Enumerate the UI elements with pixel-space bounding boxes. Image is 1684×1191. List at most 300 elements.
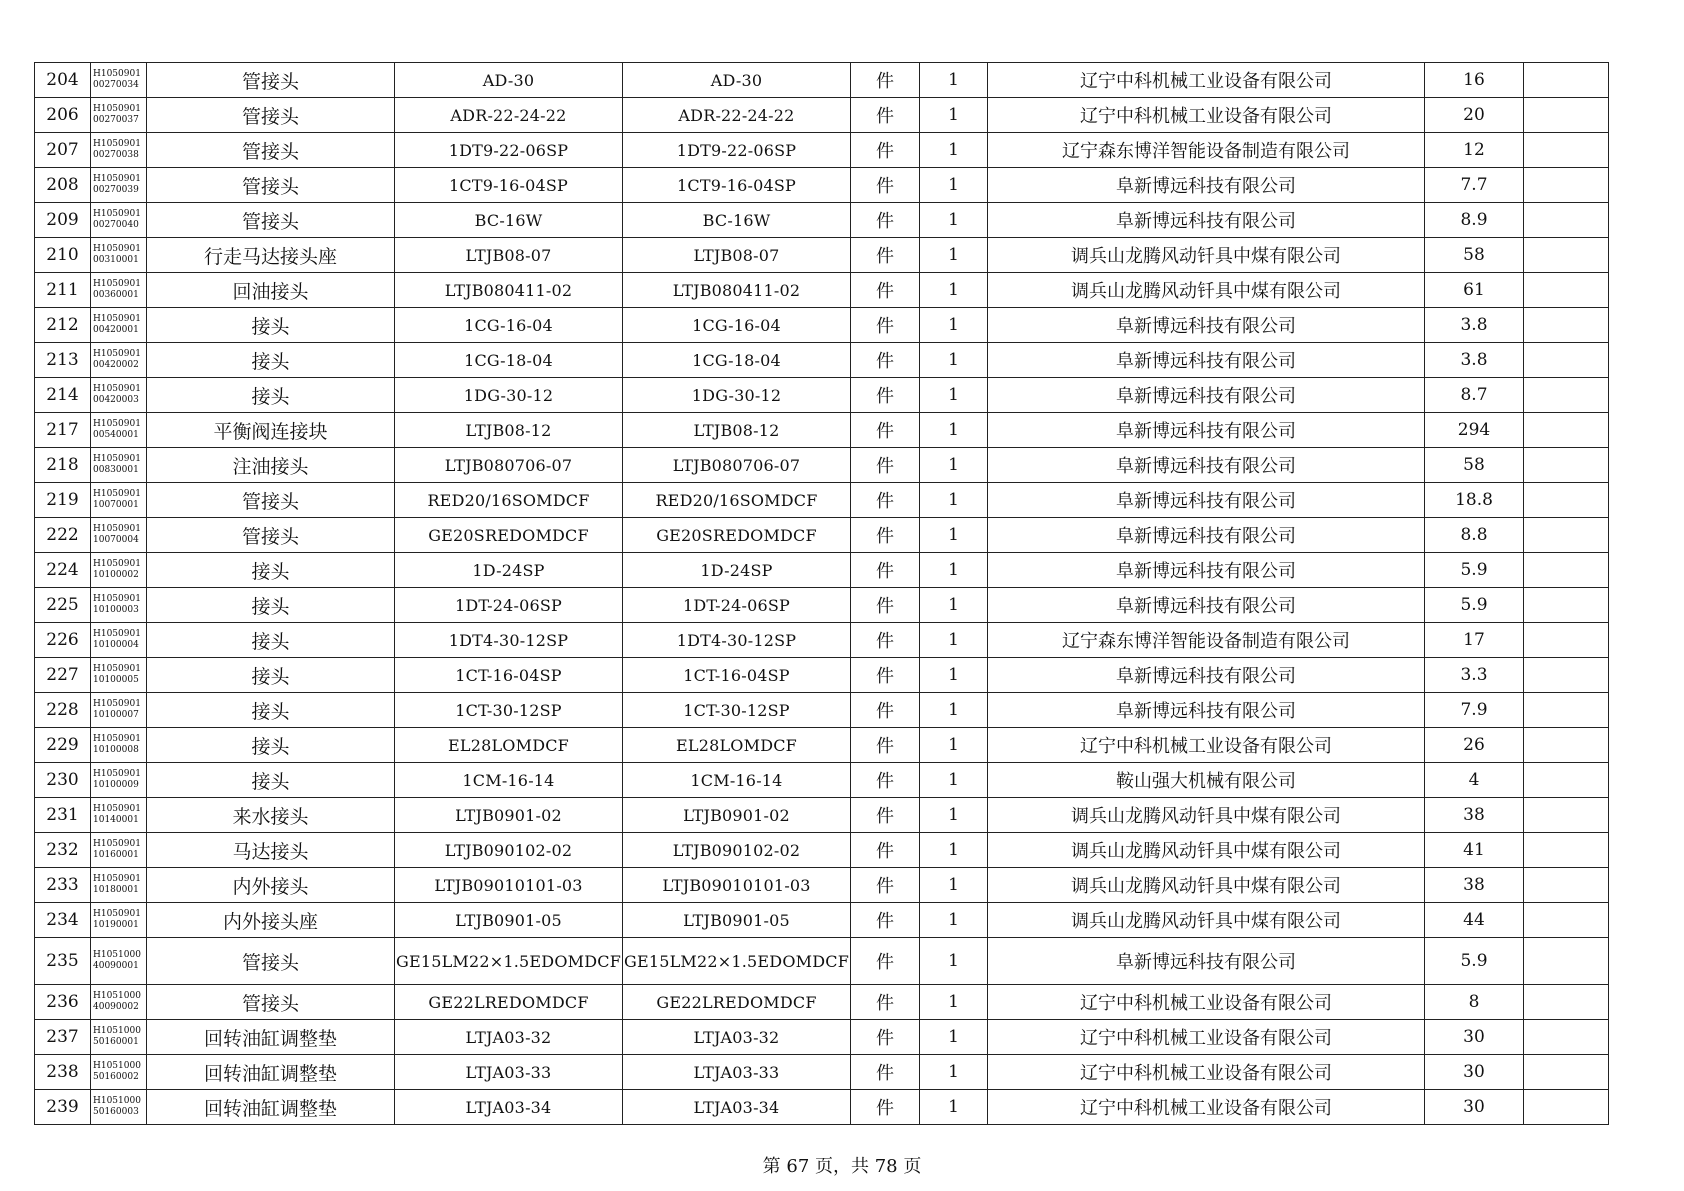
quantity-cell: 1 bbox=[920, 798, 988, 833]
price-cell: 3.8 bbox=[1425, 308, 1524, 343]
spec-cell: 1D-24SP bbox=[395, 553, 623, 588]
table-row bbox=[35, 985, 1609, 1020]
note-cell bbox=[1524, 985, 1609, 1020]
row-number-cell: 222 bbox=[35, 518, 91, 553]
model-cell: AD-30 bbox=[623, 63, 851, 98]
unit-cell: 件 bbox=[851, 1090, 920, 1125]
note-cell bbox=[1524, 378, 1609, 413]
note-cell bbox=[1524, 763, 1609, 798]
note-cell bbox=[1524, 343, 1609, 378]
model-cell: RED20/16SOMDCF bbox=[623, 483, 851, 518]
model-cell: 1DT4-30-12SP bbox=[623, 623, 851, 658]
row-number-cell: 237 bbox=[35, 1020, 91, 1055]
note-cell bbox=[1524, 238, 1609, 273]
material-code-cell bbox=[91, 1020, 147, 1055]
supplier-cell: 阜新博远科技有限公司 bbox=[988, 588, 1425, 623]
material-code-line-1: H1050901 bbox=[93, 769, 141, 779]
material-code-line-1: H1051000 bbox=[93, 1061, 141, 1071]
material-code-line-1: H1051000 bbox=[93, 950, 141, 960]
row-number-cell: 231 bbox=[35, 798, 91, 833]
spec-cell: LTJA03-32 bbox=[395, 1020, 623, 1055]
material-code-cell bbox=[91, 833, 147, 868]
quantity-cell: 1 bbox=[920, 985, 988, 1020]
supplier-cell: 辽宁中科机械工业设备有限公司 bbox=[988, 1055, 1425, 1090]
spec-cell: GE20SREDOMDCF bbox=[395, 518, 623, 553]
table-row bbox=[35, 343, 1609, 378]
note-cell bbox=[1524, 1090, 1609, 1125]
material-code-line-2: 00420001 bbox=[93, 325, 139, 335]
quantity-cell: 1 bbox=[920, 763, 988, 798]
material-code-line-1: H1050901 bbox=[93, 839, 141, 849]
material-code-line-2: 50160001 bbox=[93, 1037, 139, 1047]
row-number-cell: 217 bbox=[35, 413, 91, 448]
table-row bbox=[35, 448, 1609, 483]
unit-cell: 件 bbox=[851, 798, 920, 833]
price-cell: 16 bbox=[1425, 63, 1524, 98]
row-number-cell: 211 bbox=[35, 273, 91, 308]
unit-cell: 件 bbox=[851, 273, 920, 308]
note-cell bbox=[1524, 203, 1609, 238]
unit-cell: 件 bbox=[851, 985, 920, 1020]
quantity-cell: 1 bbox=[920, 868, 988, 903]
material-code-cell bbox=[91, 308, 147, 343]
row-number-cell: 218 bbox=[35, 448, 91, 483]
note-cell bbox=[1524, 833, 1609, 868]
item-name-cell: 管接头 bbox=[147, 133, 395, 168]
unit-cell: 件 bbox=[851, 483, 920, 518]
row-number-cell: 236 bbox=[35, 985, 91, 1020]
material-code-line-1: H1050901 bbox=[93, 139, 141, 149]
material-code-line-1: H1050901 bbox=[93, 279, 141, 289]
material-code-line-2: 10100009 bbox=[93, 780, 139, 790]
note-cell bbox=[1524, 518, 1609, 553]
unit-cell: 件 bbox=[851, 868, 920, 903]
note-cell bbox=[1524, 63, 1609, 98]
material-code-line-1: H1050901 bbox=[93, 489, 141, 499]
spec-cell: 1CG-16-04 bbox=[395, 308, 623, 343]
table-row bbox=[35, 763, 1609, 798]
quantity-cell: 1 bbox=[920, 553, 988, 588]
material-code-line-2: 10100003 bbox=[93, 605, 139, 615]
row-number-cell: 212 bbox=[35, 308, 91, 343]
note-cell bbox=[1524, 413, 1609, 448]
material-code-cell bbox=[91, 1090, 147, 1125]
note-cell bbox=[1524, 658, 1609, 693]
supplier-cell: 辽宁森东博洋智能设备制造有限公司 bbox=[988, 623, 1425, 658]
price-cell: 7.9 bbox=[1425, 693, 1524, 728]
table-row bbox=[35, 238, 1609, 273]
row-number-cell: 230 bbox=[35, 763, 91, 798]
spec-cell: LTJB080706-07 bbox=[395, 448, 623, 483]
quantity-cell: 1 bbox=[920, 133, 988, 168]
material-code-cell bbox=[91, 728, 147, 763]
model-cell: GE22LREDOMDCF bbox=[623, 985, 851, 1020]
table-body bbox=[35, 63, 1609, 1125]
price-cell: 17 bbox=[1425, 623, 1524, 658]
note-cell bbox=[1524, 273, 1609, 308]
spec-cell: GE22LREDOMDCF bbox=[395, 985, 623, 1020]
supplier-cell: 阜新博远科技有限公司 bbox=[988, 308, 1425, 343]
item-name-cell: 回油接头 bbox=[147, 273, 395, 308]
quantity-cell: 1 bbox=[920, 413, 988, 448]
table-row bbox=[35, 1090, 1609, 1125]
material-code-line-1: H1050901 bbox=[93, 209, 141, 219]
material-code-line-2: 10100002 bbox=[93, 570, 139, 580]
model-cell: 1D-24SP bbox=[623, 553, 851, 588]
supplier-cell: 阜新博远科技有限公司 bbox=[988, 448, 1425, 483]
unit-cell: 件 bbox=[851, 308, 920, 343]
material-code-line-1: H1050901 bbox=[93, 629, 141, 639]
material-code-line-2: 10070001 bbox=[93, 500, 139, 510]
quantity-cell: 1 bbox=[920, 308, 988, 343]
material-code-cell bbox=[91, 238, 147, 273]
quantity-cell: 1 bbox=[920, 833, 988, 868]
unit-cell: 件 bbox=[851, 763, 920, 798]
row-number-cell: 210 bbox=[35, 238, 91, 273]
row-number-cell: 214 bbox=[35, 378, 91, 413]
note-cell bbox=[1524, 1020, 1609, 1055]
unit-cell: 件 bbox=[851, 413, 920, 448]
supplier-cell: 辽宁中科机械工业设备有限公司 bbox=[988, 1020, 1425, 1055]
model-cell: 1CT-16-04SP bbox=[623, 658, 851, 693]
spec-cell: RED20/16SOMDCF bbox=[395, 483, 623, 518]
unit-cell: 件 bbox=[851, 658, 920, 693]
material-code-cell bbox=[91, 588, 147, 623]
unit-cell: 件 bbox=[851, 553, 920, 588]
item-name-cell: 接头 bbox=[147, 623, 395, 658]
quantity-cell: 1 bbox=[920, 1020, 988, 1055]
material-code-line-1: H1050901 bbox=[93, 69, 141, 79]
quantity-cell: 1 bbox=[920, 98, 988, 133]
supplier-cell: 鞍山强大机械有限公司 bbox=[988, 763, 1425, 798]
material-code-cell bbox=[91, 903, 147, 938]
quantity-cell: 1 bbox=[920, 238, 988, 273]
spec-cell: LTJA03-34 bbox=[395, 1090, 623, 1125]
material-code-cell bbox=[91, 518, 147, 553]
price-cell: 30 bbox=[1425, 1020, 1524, 1055]
material-code-line-1: H1050901 bbox=[93, 874, 141, 884]
model-cell: LTJB0901-02 bbox=[623, 798, 851, 833]
page-footer: 第 67 页，共 78 页 bbox=[762, 1156, 922, 1177]
material-code-line-2: 10180001 bbox=[93, 885, 139, 895]
quantity-cell: 1 bbox=[920, 938, 988, 985]
row-number-cell: 213 bbox=[35, 343, 91, 378]
material-code-line-2: 00540001 bbox=[93, 430, 139, 440]
material-code-line-2: 00270037 bbox=[93, 115, 139, 125]
spec-cell: LTJB08-07 bbox=[395, 238, 623, 273]
spec-cell: 1CT-30-12SP bbox=[395, 693, 623, 728]
material-code-line-2: 00270039 bbox=[93, 185, 139, 195]
model-cell: LTJA03-34 bbox=[623, 1090, 851, 1125]
material-code-line-2: 00360001 bbox=[93, 290, 139, 300]
item-name-cell: 管接头 bbox=[147, 98, 395, 133]
material-code-cell bbox=[91, 658, 147, 693]
table-row bbox=[35, 868, 1609, 903]
supplier-cell: 阜新博远科技有限公司 bbox=[988, 483, 1425, 518]
price-cell: 7.7 bbox=[1425, 168, 1524, 203]
table-row bbox=[35, 1020, 1609, 1055]
unit-cell: 件 bbox=[851, 133, 920, 168]
model-cell: 1CT-30-12SP bbox=[623, 693, 851, 728]
price-cell: 38 bbox=[1425, 798, 1524, 833]
row-number-cell: 208 bbox=[35, 168, 91, 203]
row-number-cell: 229 bbox=[35, 728, 91, 763]
table-row bbox=[35, 728, 1609, 763]
material-code-line-2: 10160001 bbox=[93, 850, 139, 860]
material-code-line-1: H1051000 bbox=[93, 991, 141, 1001]
model-cell: 1CT9-16-04SP bbox=[623, 168, 851, 203]
note-cell bbox=[1524, 168, 1609, 203]
table-row bbox=[35, 133, 1609, 168]
item-name-cell: 内外接头 bbox=[147, 868, 395, 903]
spec-cell: 1DT9-22-06SP bbox=[395, 133, 623, 168]
note-cell bbox=[1524, 133, 1609, 168]
material-code-line-2: 00310001 bbox=[93, 255, 139, 265]
material-code-line-2: 40090001 bbox=[93, 961, 139, 971]
table-row bbox=[35, 413, 1609, 448]
model-cell: LTJB08-12 bbox=[623, 413, 851, 448]
material-code-line-2: 00270038 bbox=[93, 150, 139, 160]
price-cell: 3.3 bbox=[1425, 658, 1524, 693]
material-code-line-1: H1050901 bbox=[93, 664, 141, 674]
material-code-cell bbox=[91, 868, 147, 903]
spec-cell: LTJB08-12 bbox=[395, 413, 623, 448]
material-code-line-2: 00270040 bbox=[93, 220, 139, 230]
supplier-cell: 辽宁中科机械工业设备有限公司 bbox=[988, 985, 1425, 1020]
quantity-cell: 1 bbox=[920, 168, 988, 203]
material-code-line-1: H1050901 bbox=[93, 174, 141, 184]
material-code-line-1: H1050901 bbox=[93, 699, 141, 709]
spec-cell: 1CG-18-04 bbox=[395, 343, 623, 378]
spec-cell: LTJA03-33 bbox=[395, 1055, 623, 1090]
unit-cell: 件 bbox=[851, 693, 920, 728]
model-cell: 1CM-16-14 bbox=[623, 763, 851, 798]
spec-cell: 1DG-30-12 bbox=[395, 378, 623, 413]
material-code-line-2: 50160003 bbox=[93, 1107, 139, 1117]
table-row bbox=[35, 483, 1609, 518]
note-cell bbox=[1524, 798, 1609, 833]
unit-cell: 件 bbox=[851, 623, 920, 658]
spec-cell: 1CT9-16-04SP bbox=[395, 168, 623, 203]
material-code-cell bbox=[91, 985, 147, 1020]
model-cell: GE15LM22×1.5EDOMDCF bbox=[623, 938, 851, 985]
material-code-cell bbox=[91, 763, 147, 798]
unit-cell: 件 bbox=[851, 343, 920, 378]
material-code-cell bbox=[91, 378, 147, 413]
table-row bbox=[35, 658, 1609, 693]
table-row bbox=[35, 938, 1609, 985]
supplier-cell: 调兵山龙腾风动钎具中煤有限公司 bbox=[988, 833, 1425, 868]
item-name-cell: 接头 bbox=[147, 763, 395, 798]
item-name-cell: 接头 bbox=[147, 693, 395, 728]
item-name-cell: 管接头 bbox=[147, 203, 395, 238]
item-name-cell: 接头 bbox=[147, 378, 395, 413]
model-cell: LTJB0901-05 bbox=[623, 903, 851, 938]
supplier-cell: 调兵山龙腾风动钎具中煤有限公司 bbox=[988, 238, 1425, 273]
material-code-cell bbox=[91, 203, 147, 238]
spec-cell: GE15LM22×1.5EDOMDCF bbox=[395, 938, 623, 985]
material-code-line-1: H1051000 bbox=[93, 1026, 141, 1036]
item-name-cell: 接头 bbox=[147, 658, 395, 693]
item-name-cell: 管接头 bbox=[147, 63, 395, 98]
item-name-cell: 来水接头 bbox=[147, 798, 395, 833]
unit-cell: 件 bbox=[851, 1055, 920, 1090]
table-row bbox=[35, 1055, 1609, 1090]
row-number-cell: 233 bbox=[35, 868, 91, 903]
material-code-line-2: 40090002 bbox=[93, 1002, 139, 1012]
material-code-line-1: H1050901 bbox=[93, 559, 141, 569]
note-cell bbox=[1524, 1055, 1609, 1090]
price-cell: 5.9 bbox=[1425, 588, 1524, 623]
row-number-cell: 207 bbox=[35, 133, 91, 168]
material-code-line-1: H1050901 bbox=[93, 314, 141, 324]
table-row bbox=[35, 168, 1609, 203]
material-code-line-2: 10190001 bbox=[93, 920, 139, 930]
supplier-cell: 阜新博远科技有限公司 bbox=[988, 413, 1425, 448]
row-number-cell: 225 bbox=[35, 588, 91, 623]
spec-cell: 1CT-16-04SP bbox=[395, 658, 623, 693]
material-code-cell bbox=[91, 273, 147, 308]
quantity-cell: 1 bbox=[920, 273, 988, 308]
note-cell bbox=[1524, 693, 1609, 728]
row-number-cell: 224 bbox=[35, 553, 91, 588]
model-cell: 1CG-16-04 bbox=[623, 308, 851, 343]
material-code-cell bbox=[91, 623, 147, 658]
price-cell: 294 bbox=[1425, 413, 1524, 448]
material-code-line-1: H1050901 bbox=[93, 384, 141, 394]
spec-cell: LTJB0901-05 bbox=[395, 903, 623, 938]
note-cell bbox=[1524, 588, 1609, 623]
quantity-cell: 1 bbox=[920, 483, 988, 518]
quantity-cell: 1 bbox=[920, 518, 988, 553]
unit-cell: 件 bbox=[851, 588, 920, 623]
material-code-cell bbox=[91, 413, 147, 448]
note-cell bbox=[1524, 553, 1609, 588]
spec-cell: AD-30 bbox=[395, 63, 623, 98]
spec-cell: 1DT-24-06SP bbox=[395, 588, 623, 623]
supplier-cell: 调兵山龙腾风动钎具中煤有限公司 bbox=[988, 868, 1425, 903]
unit-cell: 件 bbox=[851, 168, 920, 203]
note-cell bbox=[1524, 483, 1609, 518]
material-code-cell bbox=[91, 133, 147, 168]
price-cell: 38 bbox=[1425, 868, 1524, 903]
table-row bbox=[35, 588, 1609, 623]
unit-cell: 件 bbox=[851, 833, 920, 868]
model-cell: 1CG-18-04 bbox=[623, 343, 851, 378]
material-code-line-1: H1050901 bbox=[93, 419, 141, 429]
price-cell: 8.9 bbox=[1425, 203, 1524, 238]
spec-cell: LTJB090102-02 bbox=[395, 833, 623, 868]
table-row bbox=[35, 833, 1609, 868]
item-name-cell: 管接头 bbox=[147, 168, 395, 203]
supplier-cell: 阜新博远科技有限公司 bbox=[988, 658, 1425, 693]
material-code-line-1: H1050901 bbox=[93, 594, 141, 604]
supplier-cell: 阜新博远科技有限公司 bbox=[988, 378, 1425, 413]
materials-table bbox=[34, 62, 1609, 1125]
table-row bbox=[35, 98, 1609, 133]
row-number-cell: 235 bbox=[35, 938, 91, 985]
row-number-cell: 226 bbox=[35, 623, 91, 658]
material-code-line-1: H1051000 bbox=[93, 1096, 141, 1106]
item-name-cell: 平衡阀连接块 bbox=[147, 413, 395, 448]
spec-cell: 1DT4-30-12SP bbox=[395, 623, 623, 658]
model-cell: LTJA03-33 bbox=[623, 1055, 851, 1090]
unit-cell: 件 bbox=[851, 1020, 920, 1055]
item-name-cell: 注油接头 bbox=[147, 448, 395, 483]
supplier-cell: 阜新博远科技有限公司 bbox=[988, 518, 1425, 553]
table-row bbox=[35, 63, 1609, 98]
quantity-cell: 1 bbox=[920, 588, 988, 623]
material-code-cell bbox=[91, 63, 147, 98]
row-number-cell: 204 bbox=[35, 63, 91, 98]
row-number-cell: 228 bbox=[35, 693, 91, 728]
table-row bbox=[35, 623, 1609, 658]
price-cell: 8.7 bbox=[1425, 378, 1524, 413]
model-cell: LTJB080411-02 bbox=[623, 273, 851, 308]
model-cell: 1DT-24-06SP bbox=[623, 588, 851, 623]
model-cell: 1DG-30-12 bbox=[623, 378, 851, 413]
item-name-cell: 管接头 bbox=[147, 483, 395, 518]
quantity-cell: 1 bbox=[920, 378, 988, 413]
supplier-cell: 辽宁中科机械工业设备有限公司 bbox=[988, 98, 1425, 133]
model-cell: GE20SREDOMDCF bbox=[623, 518, 851, 553]
supplier-cell: 阜新博远科技有限公司 bbox=[988, 938, 1425, 985]
price-cell: 30 bbox=[1425, 1090, 1524, 1125]
row-number-cell: 232 bbox=[35, 833, 91, 868]
material-code-line-1: H1050901 bbox=[93, 244, 141, 254]
spec-cell: EL28LOMDCF bbox=[395, 728, 623, 763]
quantity-cell: 1 bbox=[920, 1055, 988, 1090]
note-cell bbox=[1524, 98, 1609, 133]
price-cell: 5.9 bbox=[1425, 938, 1524, 985]
material-code-line-1: H1050901 bbox=[93, 734, 141, 744]
price-cell: 3.8 bbox=[1425, 343, 1524, 378]
unit-cell: 件 bbox=[851, 238, 920, 273]
item-name-cell: 内外接头座 bbox=[147, 903, 395, 938]
supplier-cell: 辽宁中科机械工业设备有限公司 bbox=[988, 728, 1425, 763]
spec-cell: ADR-22-24-22 bbox=[395, 98, 623, 133]
material-code-line-2: 00420002 bbox=[93, 360, 139, 370]
material-code-line-1: H1050901 bbox=[93, 804, 141, 814]
supplier-cell: 调兵山龙腾风动钎具中煤有限公司 bbox=[988, 903, 1425, 938]
price-cell: 20 bbox=[1425, 98, 1524, 133]
material-code-cell bbox=[91, 1055, 147, 1090]
supplier-cell: 阜新博远科技有限公司 bbox=[988, 343, 1425, 378]
quantity-cell: 1 bbox=[920, 203, 988, 238]
row-number-cell: 219 bbox=[35, 483, 91, 518]
price-cell: 58 bbox=[1425, 448, 1524, 483]
price-cell: 8 bbox=[1425, 985, 1524, 1020]
material-code-cell bbox=[91, 343, 147, 378]
material-code-cell bbox=[91, 448, 147, 483]
supplier-cell: 阜新博远科技有限公司 bbox=[988, 203, 1425, 238]
item-name-cell: 回转油缸调整垫 bbox=[147, 1020, 395, 1055]
item-name-cell: 接头 bbox=[147, 728, 395, 763]
price-cell: 5.9 bbox=[1425, 553, 1524, 588]
model-cell: LTJB080706-07 bbox=[623, 448, 851, 483]
price-cell: 30 bbox=[1425, 1055, 1524, 1090]
table-row bbox=[35, 518, 1609, 553]
quantity-cell: 1 bbox=[920, 623, 988, 658]
price-cell: 44 bbox=[1425, 903, 1524, 938]
row-number-cell: 209 bbox=[35, 203, 91, 238]
unit-cell: 件 bbox=[851, 903, 920, 938]
material-code-line-1: H1050901 bbox=[93, 524, 141, 534]
item-name-cell: 回转油缸调整垫 bbox=[147, 1090, 395, 1125]
price-cell: 18.8 bbox=[1425, 483, 1524, 518]
unit-cell: 件 bbox=[851, 63, 920, 98]
model-cell: LTJB08-07 bbox=[623, 238, 851, 273]
